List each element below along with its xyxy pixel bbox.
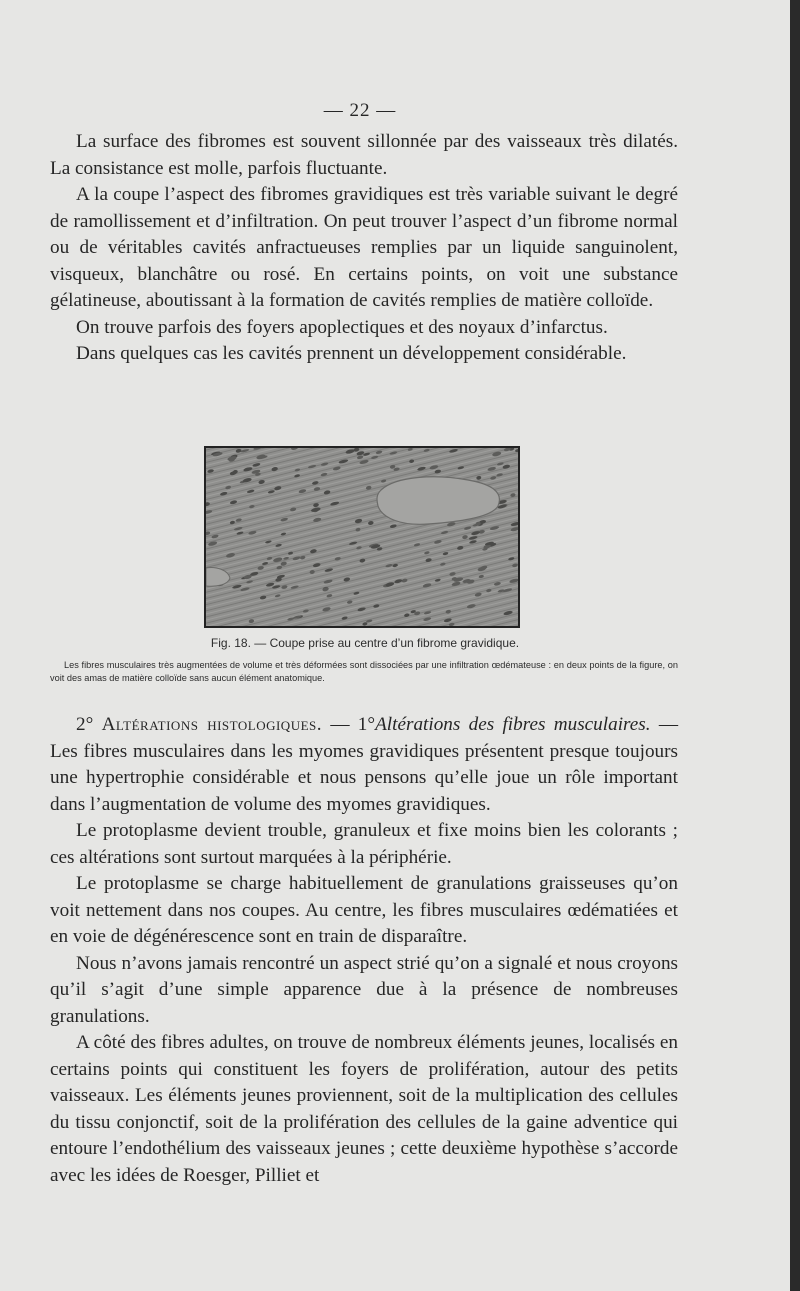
scan-edge — [790, 0, 800, 1291]
top-text-block — [50, 129, 678, 368]
paragraph: A côté des fibres adultes, on trouve de nombreux éléments jeunes, localisés en certains points qui constituent les foyers de prolifération, autour des petits vaisseaux. Les éléments jeunes proviennent, soit de la multiplication des cellules du tissu conjonctif, soit de la prolifération des cellules de la gaine adventice qui entoure l’endothélium des vaisseaux jeunes ; cette deuxième hypothèse s’accorde avec les idées de Roesger, Pilliet et — [50, 1032, 678, 1186]
page-number: — 22 — — [323, 100, 397, 121]
heading-dash: — — [658, 714, 679, 735]
heading-separator: — — [330, 714, 350, 735]
figure-legend: Les fibres musculaires très augmentées de volume et très déformées sont dissociées par une infiltration œdémateuse : en deux points de la figure, on voit des amas de matière colloïde sans aucun élément anatomique. — [50, 660, 678, 683]
paragraph: Dans quelques cas les cavités prennent un développement considérable. — [76, 343, 627, 364]
subsection-number: 1° — [357, 714, 376, 735]
microscopy-illustration — [206, 448, 518, 626]
subsection-heading: Altérations des fibres musculaires. — [375, 714, 651, 735]
section-paragraph — [50, 712, 678, 818]
section-number: 2° — [76, 714, 94, 735]
paragraph: A la coupe l’aspect des fibromes gravidiques est très variable suivant le degré de ramollissement et d’infiltration. On peut trouver l’aspect d’un fibrome normal ou de véritables cavités anfractueuses remplies par un liquide sanguinolent, visqueux, blanchâtre ou rosé. En certains points, on voit une substance gélatineuse, aboutissant à la formation de cavités remplies de matière colloïde. — [50, 184, 678, 311]
paragraph: On trouve parfois des foyers apoplectiques et des noyaux d’infarctus. — [76, 316, 608, 338]
section-heading: Altérations histologiques. — [101, 714, 323, 735]
figure-caption: Fig. 18. — Coupe prise au centre d’un fibrome gravidique. — [210, 636, 520, 650]
paragraph: Le protoplasme devient trouble, granuleux et fixe moins bien les colorants ; ces altérations sont surtout marquées à la périphérie. — [50, 820, 678, 868]
section-first-text: Les fibres musculaires dans les myomes gravidiques présentent presque toujours une hypertrophie considérable et nous pensons qu’elle joue un rôle important dans l’augmentation de volume des myomes gravidiques. — [50, 740, 678, 815]
paragraph: Le protoplasme se charge habituellement de granulations graisseuses qu’on voit nettement dans nos coupes. Au centre, les fibres musculaires œdématiées et en voie de dégénérescence sont en train de disparaître. — [50, 873, 678, 947]
histology-figure-image — [204, 446, 520, 628]
paragraph: La surface des fibromes est souvent sillonnée par des vaisseaux très dilatés. La consistance est molle, parfois fluctuante. — [50, 131, 678, 179]
bottom-text-block — [50, 712, 678, 1189]
paragraph: Nous n’avons jamais rencontré un aspect strié qu’on a signalé et nous croyons qu’il s’agit d’une simple apparence due à la présence de nombreuses granulations. — [50, 952, 678, 1027]
